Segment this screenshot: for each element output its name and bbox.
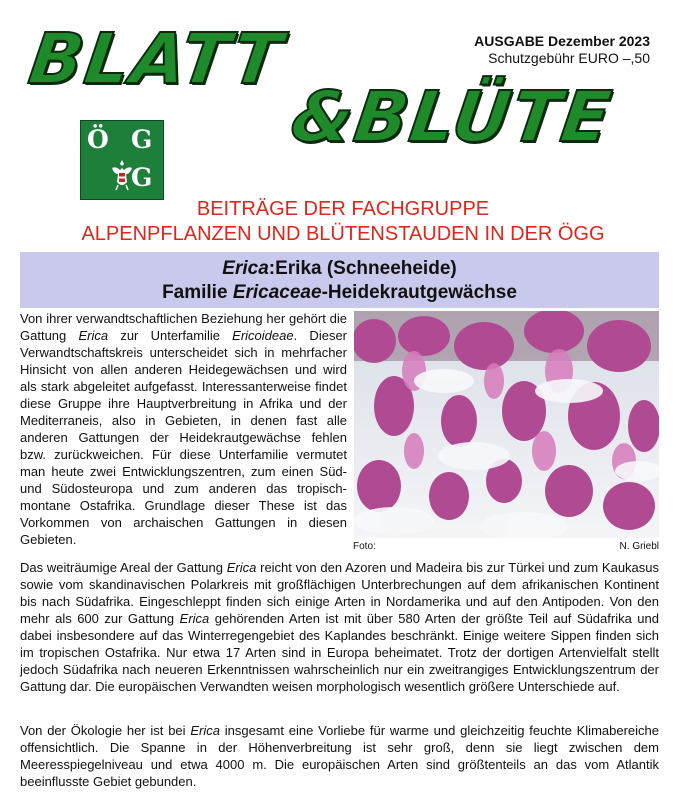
photo-credit-label: Foto: xyxy=(353,541,376,552)
heading-family: Ericaceae xyxy=(232,282,322,303)
text-run: zur Unterfamilie xyxy=(108,328,233,343)
ogg-logo-letter: Ö xyxy=(87,125,109,154)
heading-common-name: :Erika (Schneeheide) xyxy=(268,258,457,279)
italic-term: Erica xyxy=(78,328,109,343)
section-subtitle xyxy=(0,197,686,247)
paragraph-ecology xyxy=(20,722,659,790)
text-run: reicht von den Azoren und Madeira bis zur Türkei und zum Kaukasus sowie vom skandinavischen Polarkreis mit großflächigen Unterbrechungen auf dem afrikanischen Kontinent bis nach Südafrika. Eingeschleppt finden sich einige Arten in Nordamerika und auf den Antipoden. Von den mehr als 600 zur Gattung xyxy=(20,560,660,626)
heading-genus: Erica xyxy=(222,258,269,279)
ogg-logo-letter: G xyxy=(131,125,153,154)
article-heading-line2 xyxy=(20,281,659,305)
masthead-title-blatt: BLATT xyxy=(24,18,289,100)
paragraph-distribution xyxy=(20,559,659,695)
italic-term: Erica xyxy=(226,560,257,575)
heading-family-common: -Heidekrautgewächse xyxy=(321,282,517,303)
italic-term: Ericoideae xyxy=(232,328,294,343)
ogg-logo-letter: G xyxy=(131,163,153,192)
text-run: Das weiträumige Areal der Gattung xyxy=(20,560,227,575)
italic-term: Erica xyxy=(179,611,210,626)
paragraph-intro xyxy=(20,310,347,548)
fee-text: Schutzgebühr EURO –,50 xyxy=(488,50,650,66)
text-run: Von ihrer verwandtschaftlichen Beziehung her gehört die Gattung xyxy=(20,311,347,343)
heading-family-label: Familie xyxy=(162,282,233,303)
italic-term: Erica xyxy=(190,723,220,738)
masthead-title-bluete: &BLÜTE xyxy=(286,76,618,158)
article-heading xyxy=(20,252,659,308)
subtitle-line: BEITRÄGE DER FACHGRUPPE xyxy=(196,198,490,220)
erica-photo xyxy=(354,311,659,538)
issue-date: AUSGABE Dezember 2023 xyxy=(474,33,650,49)
ogg-logo xyxy=(80,120,164,200)
subtitle-line: ALPENPFLANZEN UND BLÜTENSTAUDEN IN DER ÖGG xyxy=(81,223,605,245)
text-run: insgesamt eine Vorliebe für warme und gleichzeitig feuchte Klimabereiche offensichtlich. Die Spanne in der Höhenverbreitung ist sehr groß, denn sie liegt zwischen dem Meeresspiegelniveau und etwa 4000 m. Die europäischen Arten sind größtenteils an das vom Atlantik beeinflusste Gebiet gebunden. xyxy=(20,723,659,789)
article-heading-line1 xyxy=(20,257,659,281)
text-run: . Dieser Verwandtschaftskreis unterscheidet sich in mehrfacher Hinsicht von allen anderen Heidegewächsen und wird als stark abgeleitet aufgefasst. Interessanterweise findet diese Gruppe ihre Hauptverbreitung in Afrika und der Mediterraneis, also in Gebieten, in denen fast alle anderen Gattungen der Heidekrautgewächse fehlen bzw. zurückweichen. Für diese Unterfamilie vermutet man heute zwei Entwicklungszentren, zum einen Süd- und Südosteuropa und zum anderen das tropisch-montane Ostafrika. Grundlage dieser These ist das Vorkommen von archaischen Gattungen in diesen Gebieten. xyxy=(20,328,348,547)
text-run: gehörenden Arten ist mit über 580 Arten der größte Teil auf Südafrika und dabei insbesondere auf das Winterregengebiet des Kaplandes beschränkt. Einige weitere Sippen finden sich im tropischen Ostafrika. Nur etwa 17 Arten sind in Europa beheimatet. Trotz der dortigen Artenvielfalt stellt jedoch Südafrika nach neueren Erkenntnissen wahrscheinlich nur ein zweitrangiges Entwicklungszentrum der Gattung dar. Die europäischen Verwandten weisen morphologisch wesentlich größere Unterschiede auf. xyxy=(20,611,659,694)
photo-credit-name: N. Griebl xyxy=(619,541,659,552)
eagle-emblem-icon xyxy=(110,158,134,192)
text-run: Von der Ökologie her ist bei xyxy=(20,723,191,738)
